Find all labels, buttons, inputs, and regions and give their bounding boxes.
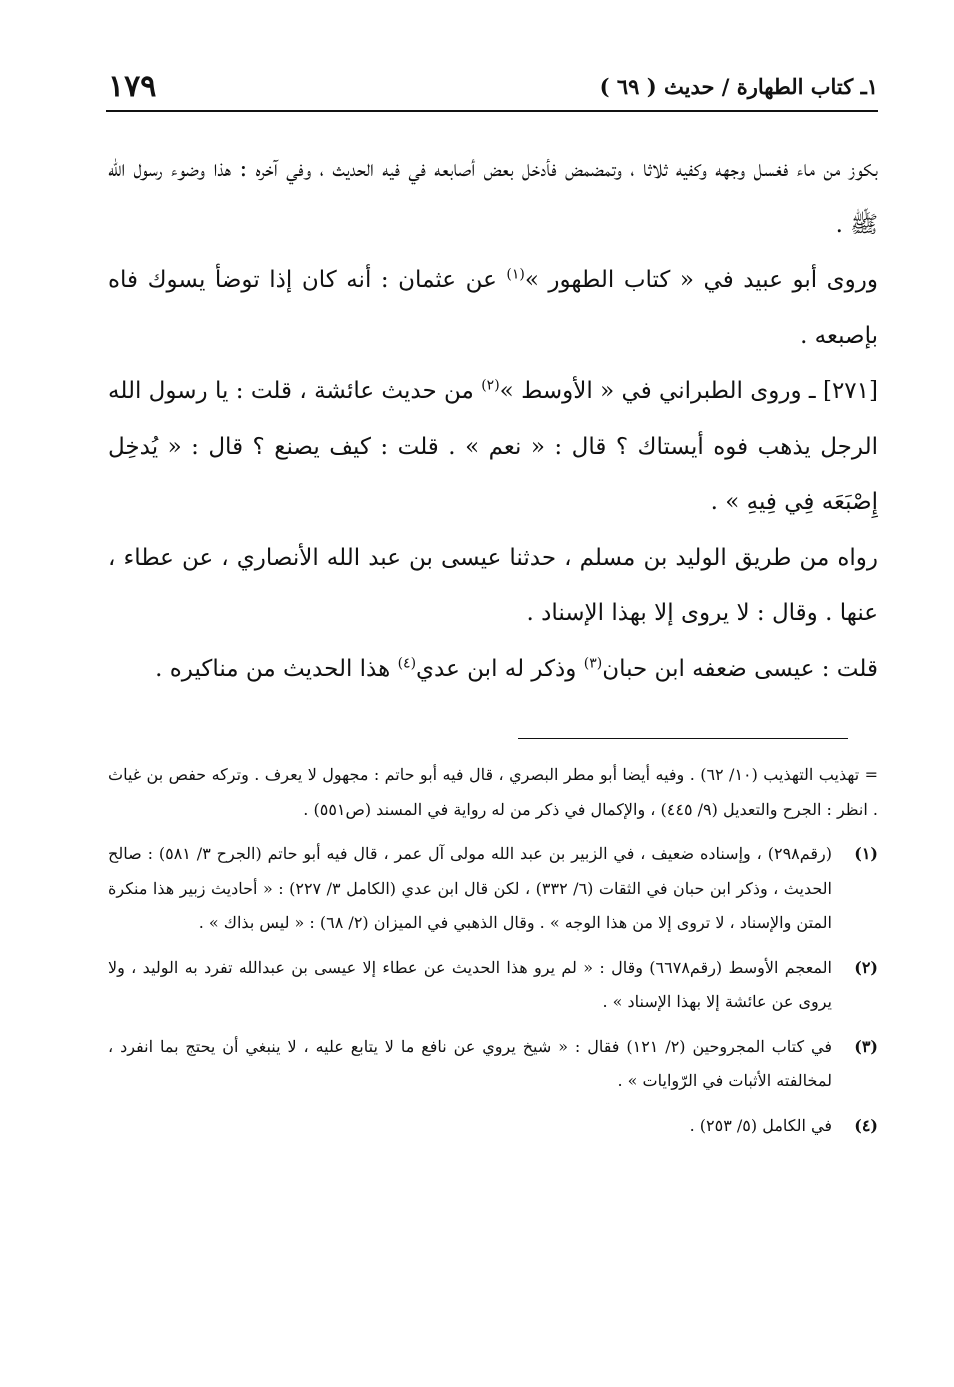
footnote-text: المعجم الأوسط (رقم٦٦٧٨) وقال : « لم يرو هذا الحديث عن عطاء إلا عيسى بن عبدالله تفرد به الوليد ، ولا يروى عن عائشة إلا بهذا الإسناد » . — [108, 957, 832, 1011]
paragraph-3 — [108, 364, 878, 531]
paragraph-2-text-end: عن عثمان : أنه كان إذا توضأ يسوك فاه بإصبعه . — [108, 267, 878, 349]
paragraph-4: رواه من طريق الوليد بن مسلم ، حدثنا عيسى بن عبد الله الأنصاري ، عن عطاء ، عنها . وقال : لا يروى إلا بهذا الإسناد . — [108, 544, 878, 626]
paragraph-1: بكوز من ماء فغسل وجهه وكفيه ثلاثا ، وتمضمض فأدخل بعض أصابعه في فيه الحديث ، وفي آخره : هذا وضوء رسول الله ﷺ . — [108, 156, 878, 238]
paragraph-2 — [108, 253, 878, 364]
main-text — [108, 142, 878, 697]
paragraph-3-text-end: من حديث عائشة ، قلت : يا رسول الله الرجل يذهب فوه أيستاك ؟ قال : « نعم » . قلت : كيف يصنع ؟ قال : « يُدخِل إِصْبَعَه فِي فِيهِ » . — [108, 378, 878, 515]
footnote-number: (٤) — [854, 1115, 878, 1135]
footnote-text: (رقم٢٩٨) ، وإسناده ضعيف ، في الزبير بن عبد الله مولى آل عمر ، قال فيه أبو حاتم (الجرح ٣/ ٥٨١) : صالح الحديث ، وذكر ابن حبان في الثقات (٦/ ٣٣٢) ، لكن قال ابن عدي (الكامل ٣/ ٢٢٧) : « أحاديث زبير هذا منكرة المتن والإسناد ، لا تروى إلا من هذا الوجه » . وقال الذهبي في الميزان (٢/ ٦٨) : « ليس بذاك » . — [108, 844, 833, 932]
footnote-2 — [108, 951, 878, 1020]
footnote-number: (٣) — [854, 1036, 878, 1056]
paragraph-5-text: قلت : عيسى ضعفه ابن حبان — [602, 655, 878, 682]
footnote-4 — [108, 1109, 878, 1144]
paragraph-2-text: وروى أبو عبيد في « كتاب الطهور » — [524, 267, 878, 293]
paragraph-5-text-mid: وذكر له ابن عدي — [416, 655, 584, 682]
paragraph-5 — [108, 642, 878, 698]
footnote-divider — [518, 738, 848, 739]
footnote-3 — [108, 1030, 878, 1099]
footnote-text: في الكامل (٥/ ٢٥٣) . — [689, 1115, 832, 1135]
footnote-ref-2: (٢) — [481, 377, 500, 394]
header-divider — [106, 110, 878, 112]
footnote-text: في كتاب المجروحين (٢/ ١٢١) فقال : « شيخ يروي عن نافع ما لا يتابع عليه ، لا ينبغي أن يحتج بما انفرد ، لمخالفته الأثبات في الرّوايات » . — [108, 1036, 833, 1090]
paragraph-3-text: [٢٧١] ـ وروى الطبراني في « الأوسط » — [499, 378, 878, 404]
footnote-1 — [108, 837, 878, 941]
page-number: ١٧٩ — [108, 68, 157, 104]
footnote-number: (١) — [854, 844, 878, 863]
footnote-number: (٢) — [854, 957, 878, 977]
footnote-ref-3: (٣) — [583, 654, 603, 671]
footnote-continuation: = تهذيب التهذيب (١٠/ ٦٢) . وفيه أيضا أبو مطر البصري ، قال فيه أبو حاتم : مجهول لا يعرف . وتركه حفص بن غياث . انظر : الجرح والتعديل (٩/ ٤٤٥) ، والإكمال في ذكر من له رواية في المسند (ص٥٥١) . — [108, 765, 878, 819]
paragraph-5-text-end: هذا الحديث من مناكيره . — [155, 655, 398, 682]
page-header — [108, 64, 878, 108]
footnotes — [108, 758, 878, 1153]
running-title: ١ـ كتاب الطهارة / حديث ( ٦٩ ) — [599, 73, 878, 99]
footnote-ref-1: (١) — [506, 266, 525, 283]
footnote-ref-4: (٤) — [397, 654, 417, 671]
